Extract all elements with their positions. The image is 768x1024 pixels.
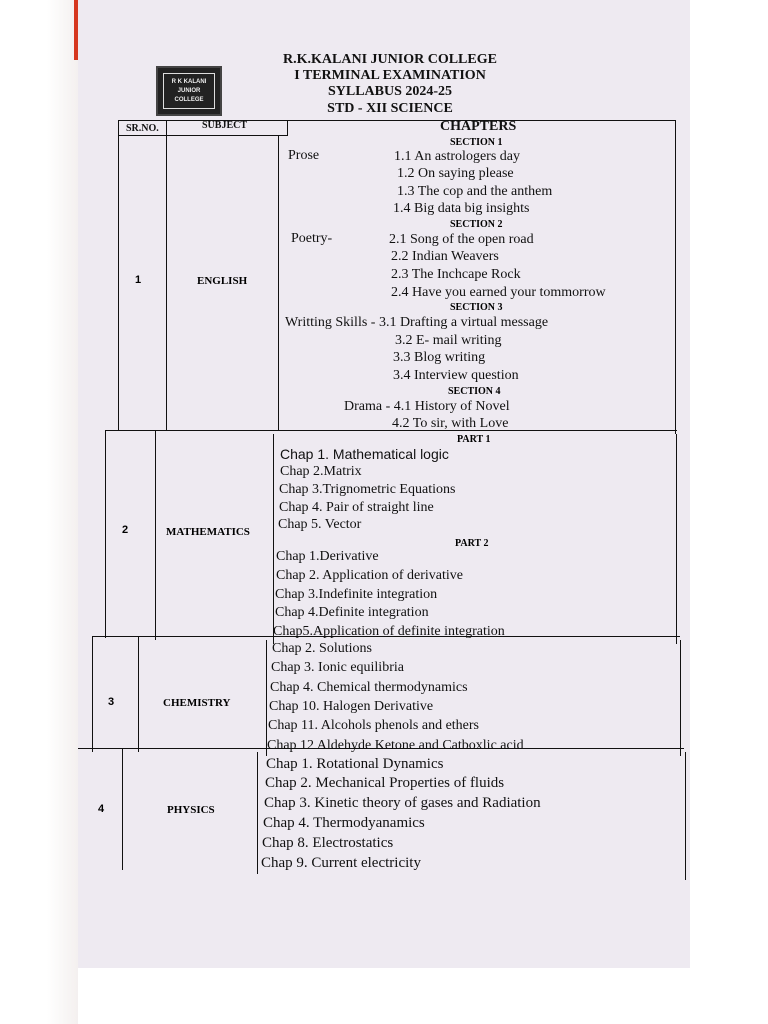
chapter-item: 1.1 An astrologers day [394, 149, 520, 164]
srno-divider [166, 120, 167, 430]
chapter-item: Chap 8. Electrostatics [262, 835, 394, 851]
chapter-item: 2.3 The Inchcape Rock [391, 267, 521, 282]
english-section-3: SECTION 3 [450, 302, 503, 313]
subject-divider-head [287, 120, 288, 136]
chapter-item: 2.2 Indian Weavers [391, 249, 499, 264]
chapter-item: 2.4 Have you earned your tommorrow [391, 285, 606, 300]
chapter-item: Chap 3.Indefinite integration [275, 587, 438, 602]
chapter-item: Chap 2. Mechanical Properties of fluids [265, 775, 505, 791]
header-bottom-border [118, 135, 288, 136]
row1-subject: ENGLISH [197, 275, 248, 287]
math-part-1: PART 1 [457, 434, 491, 445]
chapter-item: Chap 4.Definite integration [275, 605, 429, 620]
chapter-item: Chap 2. Application of derivative [276, 568, 464, 583]
table-right-border [675, 120, 676, 434]
chapter-item: Chap5.Application of definite integration [273, 624, 505, 639]
chapter-item: 3.3 Blog writing [393, 350, 486, 365]
row2-subject: MATHEMATICS [166, 526, 250, 538]
row2-srno-divider [155, 430, 156, 640]
row2-subject-divider [273, 434, 274, 644]
chapter-item: 2.1 Song of the open road [389, 232, 534, 247]
chapter-item: Chap 4. Pair of straight line [279, 500, 434, 515]
writing-label: Writting Skills - 3.1 Drafting a virtual message [285, 315, 549, 330]
chapter-item: Chap 3. Kinetic theory of gases and Radiation [264, 795, 541, 811]
right-margin [690, 0, 768, 1024]
row4-srno: 4 [98, 803, 105, 815]
chapter-item: Chap 9. Current electricity [261, 855, 421, 871]
row4-srno-divider [122, 748, 123, 870]
english-section-2: SECTION 2 [450, 219, 503, 230]
college-name: R.K.KALANI JUNIOR COLLEGE [283, 52, 497, 67]
chapter-item: Chap 3. Ionic equilibria [271, 660, 404, 675]
drama-label: Drama - 4.1 History of Novel [344, 399, 510, 414]
row3-srno: 3 [108, 696, 115, 708]
college-logo [156, 66, 222, 116]
chapter-item: Chap 2. Solutions [272, 641, 372, 656]
row4-subject-divider [257, 752, 258, 874]
row4-subject: PHYSICS [167, 804, 215, 816]
chapter-item: 3.2 E- mail writing [395, 333, 502, 348]
logo-seal: R K KALANI JUNIOR COLLEGE [163, 73, 215, 109]
math-part-2: PART 2 [455, 538, 489, 549]
row1-srno: 1 [135, 274, 142, 286]
chapters-header: CHAPTERS [440, 119, 517, 134]
chapter-item: Chap 4. Chemical thermodynamics [270, 680, 468, 695]
row3-left-border [92, 636, 93, 752]
srno-header: SR.NO. [126, 123, 159, 134]
chapter-item: 1.3 The cop and the anthem [397, 184, 553, 199]
english-section-4: SECTION 4 [448, 386, 501, 397]
row2-left-border [105, 430, 106, 638]
row3-subject: CHEMISTRY [163, 697, 231, 709]
subject-header: SUBJECT [202, 120, 248, 131]
english-section-1: SECTION 1 [450, 137, 503, 148]
chapter-item: Chap 1. Rotational Dynamics [266, 756, 444, 772]
chapter-item: Chap 11. Alcohols phenols and ethers [268, 718, 480, 733]
row1-bottom-border [105, 430, 677, 431]
chapter-item: Chap 3.Trignometric Equations [279, 482, 456, 497]
chapter-item: 3.4 Interview question [393, 368, 519, 383]
chapter-item: 4.2 To sir, with Love [392, 416, 509, 431]
chapter-item: Chap 1.Derivative [276, 549, 379, 564]
left-margin [0, 0, 78, 1024]
row2-srno: 2 [122, 524, 129, 536]
chapter-item: 1.2 On saying please [397, 166, 514, 181]
chapter-item: Chap 5. Vector [278, 517, 362, 532]
subject-divider [278, 135, 279, 431]
chapter-item: 1.4 Big data big insights [393, 201, 530, 216]
chapter-item: Chap 10. Halogen Derivative [269, 699, 434, 714]
row4-right-border [685, 752, 686, 880]
row3-right-border [680, 640, 681, 756]
chapter-item: Chap 1. Mathematical logic [280, 446, 449, 462]
row2-right-border [676, 434, 677, 644]
table-left-border [118, 120, 119, 430]
syllabus-title: SYLLABUS 2024-25 [327, 84, 453, 99]
poetry-label: Poetry- [291, 231, 333, 246]
exam-title: I TERMINAL EXAMINATION [294, 68, 486, 83]
std-title: STD - XII SCIENCE [327, 101, 453, 116]
prose-label: Prose [288, 148, 320, 163]
chapter-item: Chap 2.Matrix [280, 464, 362, 479]
row3-srno-divider [138, 636, 139, 752]
chapter-item: Chap 4. Thermodyanamics [263, 815, 425, 831]
chapter-item: Chap 12 Aldehyde Ketone and Catboxlic acid [267, 738, 524, 753]
